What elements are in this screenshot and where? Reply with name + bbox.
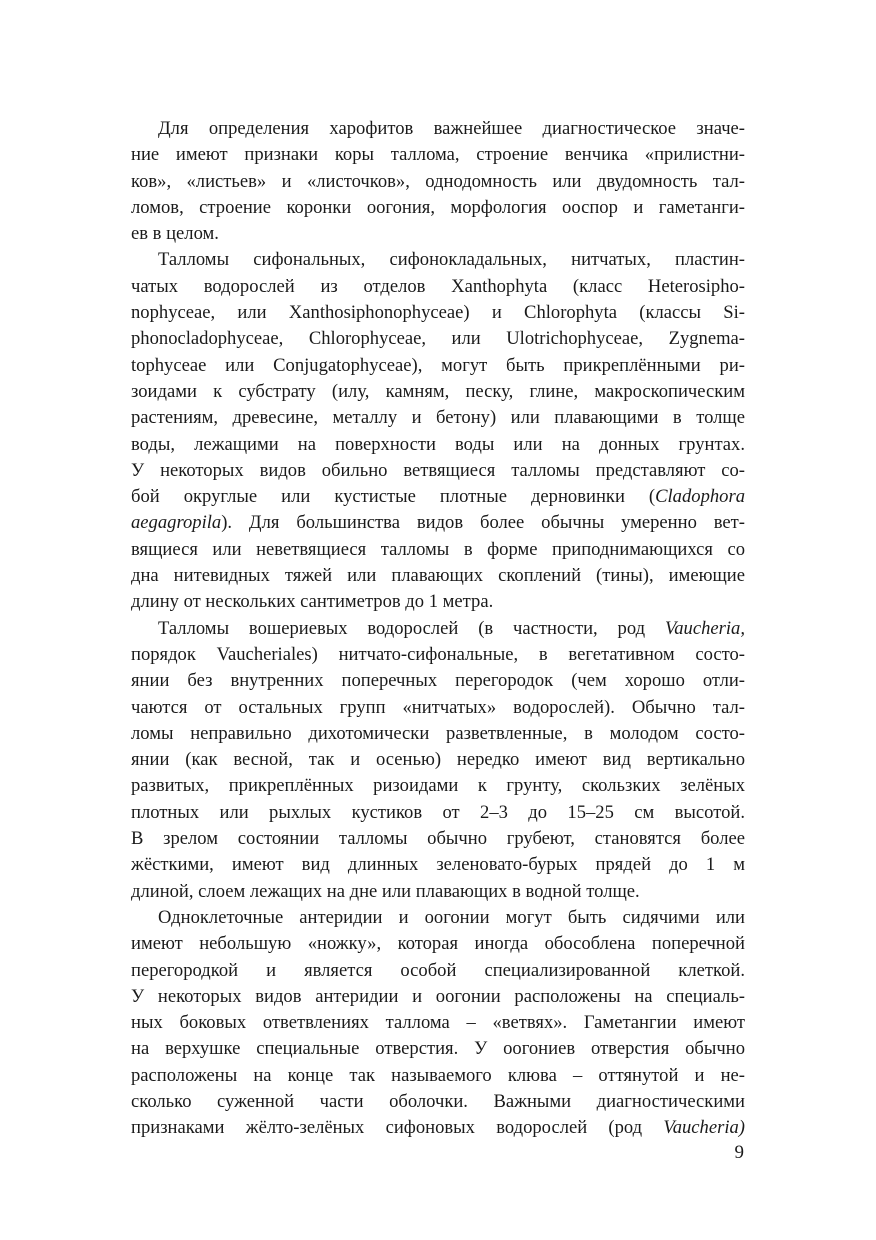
text-line: сколько суженной части оболочки. Важными диагностическими (131, 1090, 745, 1112)
text-line: перегородкой и является особой специализированной клеткой. (131, 959, 745, 981)
species-name: Cladophora (655, 486, 745, 508)
text-line: длину от нескольких сантиметров до 1 метра. (131, 591, 494, 613)
text-line (131, 616, 745, 642)
text-line: длиной, слоем лежащих на дне или плавающих в водной толще. (131, 880, 640, 902)
text-line: жёсткими, имеют вид длинных зеленовато-бурых прядей до 1 м (131, 854, 745, 876)
text-fragment: ). Для большинства видов более обычны умеренно вет- (221, 512, 745, 534)
text-line: имеют небольшую «ножку», которая иногда обособлена поперечной (131, 933, 745, 955)
paragraph (131, 616, 745, 905)
text-line: В зрелом состоянии талломы обычно грубеют, становятся более (131, 828, 745, 850)
genus-name: Vaucheria) (663, 1117, 745, 1139)
text-line (131, 510, 745, 536)
text-fragment: бой округлые или кустистые плотные дерновинки ( (131, 486, 656, 508)
text-line: У некоторых видов антеридии и оогонии расположены на специаль- (131, 985, 745, 1007)
text-line: дна нитевидных тяжей или плавающих скоплений (тины), имеющие (131, 565, 745, 587)
text-line: nophyceae, или Xanthosiphonophyceae) и Chlorophyta (классы Si- (131, 302, 745, 324)
text-line: янии (как весной, так и осенью) нередко имеют вид вертикально (131, 749, 745, 771)
text-line: чаются от остальных групп «нитчатых» водорослей). Обычно тал- (131, 696, 745, 718)
text-line: чатых водорослей из отделов Xanthophyta (класс Heterosipho- (131, 275, 745, 297)
paragraph (131, 247, 745, 615)
text-line (131, 484, 745, 510)
text-fragment: признаками жёлто-зелёных сифоновых водорослей (род (131, 1117, 643, 1139)
text-line: растениям, древесине, металлу и бетону) или плавающими в толще (131, 407, 745, 429)
text-fragment: Талломы вошериевых водорослей (в частности, род (158, 617, 646, 639)
paragraph (131, 905, 745, 1142)
paragraph (131, 116, 745, 247)
text-line: развитых, прикреплённых ризоидами к грунту, скользких зелёных (131, 775, 745, 797)
text-line: порядок Vaucheriales) нитчато-сифональные, в вегетативном состо- (131, 643, 745, 665)
species-name: aegagropila (131, 512, 222, 534)
text-line: phonocladophyceae, Chlorophyceae, или Ulotrichophyceae, Zygnema- (131, 328, 745, 350)
text-line: ломов, строение коронки оогония, морфология ооспор и гаметанги- (131, 196, 745, 218)
text-line: ев в целом. (131, 223, 219, 245)
text-line: tophyceae или Conjugatophyceae), могут быть прикреплёнными ри- (131, 354, 745, 376)
text-line: ние имеют признаки коры таллома, строение венчика «прилистни- (131, 144, 745, 166)
text-line: Талломы сифональных, сифонокладальных, нитчатых, пластин- (158, 249, 745, 271)
text-line: плотных или рыхлых кустиков от 2–3 до 15–25 см высотой. (131, 801, 745, 823)
body-text (131, 116, 745, 1142)
text-line: вящиеся или неветвящиеся талломы в форме приподнимающихся со (131, 538, 745, 560)
text-line: зоидами к субстрату (илу, камням, песку, глине, макроскопическим (131, 380, 745, 402)
text-line: Одноклеточные антеридии и оогонии могут быть сидячими или (158, 906, 745, 928)
text-line: У некоторых видов обильно ветвящиеся талломы представляют со- (131, 459, 745, 481)
text-line: расположены на конце так называемого клюва – оттянутой и не- (131, 1064, 745, 1086)
page-number: 9 (734, 1142, 744, 1163)
text-line: ломы неправильно дихотомически разветвленные, в молодом состо- (131, 722, 745, 744)
genus-name: Vaucheria, (664, 617, 745, 639)
text-line: ных боковых ответвлениях таллома – «ветвях». Гаметангии имеют (131, 1012, 745, 1034)
text-line: воды, лежащими на поверхности воды или на донных грунтах. (131, 433, 745, 455)
text-line: Для определения харофитов важнейшее диагностическое значе- (158, 118, 745, 139)
text-line: янии без внутренних поперечных перегородок (чем хорошо отли- (131, 670, 745, 692)
text-line: на верхушке специальные отверстия. У оогониев отверстия обычно (131, 1038, 745, 1060)
text-line: ков», «листьев» и «листочков», однодомность или двудомность тал- (131, 170, 745, 192)
text-line (131, 1115, 745, 1141)
